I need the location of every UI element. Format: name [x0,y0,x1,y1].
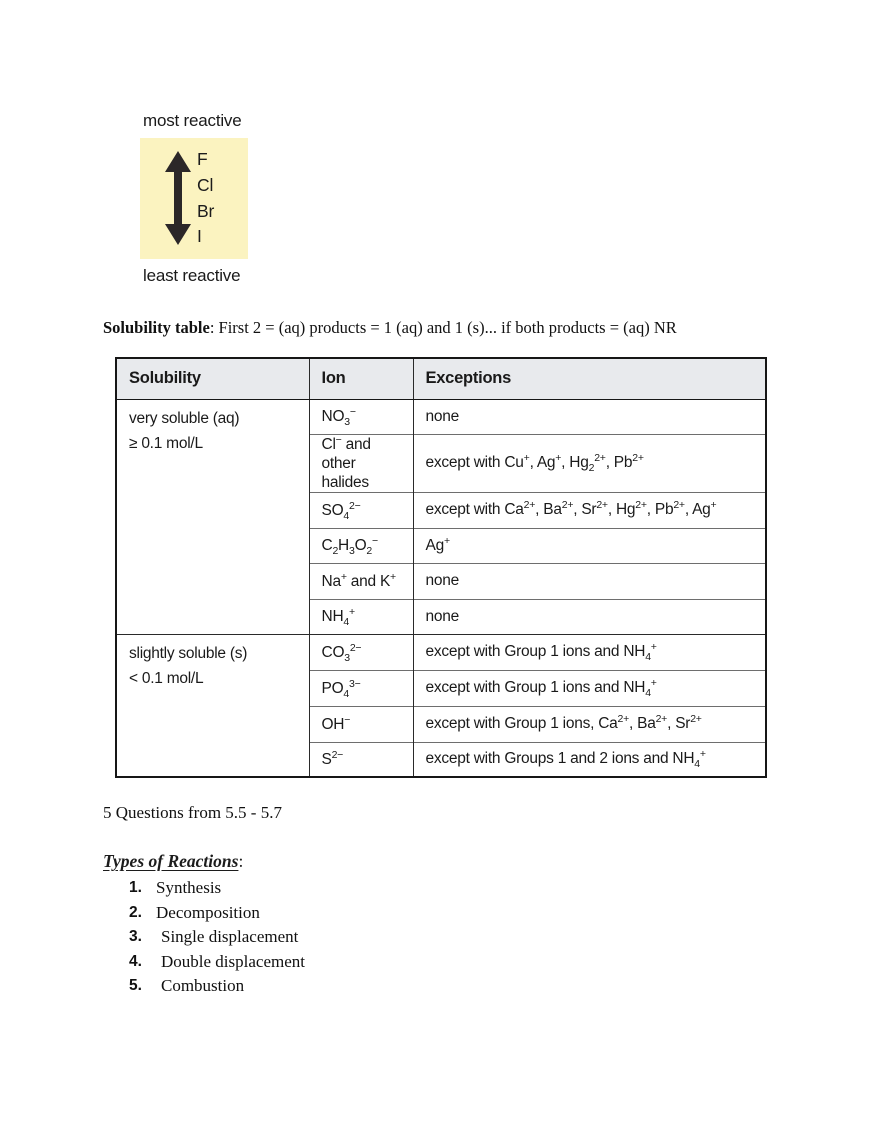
table-header-row [116,358,766,399]
ion-cell: $CO_3^{2-}$ [309,634,413,670]
col-header-ion: Ion [309,358,413,399]
list-item-number: 3. [129,928,142,946]
ion-cell: $C_2H_3O_2^-$ [309,528,413,563]
solubility-group-label: very soluble (aq) [129,409,240,427]
list-item-label: Synthesis [156,878,222,897]
ion-cell: Na+ and K+ [309,563,413,599]
halogen-list [197,147,214,250]
exception-cell: except with Group 1 ions, $Ca^{2+}$, $Ba^{2+}$, $Sr^{2+}$ [413,706,766,742]
list-item [129,974,305,999]
arrow-shape [165,151,191,245]
group-cell-slightly-soluble [116,634,309,777]
col-header-exceptions: Exceptions [413,358,766,399]
questions-note: 5 Questions from 5.5 - 5.7 [103,803,282,822]
list-item-number: 2. [129,903,142,921]
ion-cell: $S^{2-}$ [309,742,413,777]
element-symbol: F [197,149,208,169]
list-item-label: Single displacement [161,927,299,947]
exception-cell: except with $Ca^{2+}$, $Ba^{2+}$, $Sr^{2+}$, $Hg^{2+}$, $Pb^{2+}$, Ag+ [413,492,766,528]
list-item [129,950,305,975]
least-reactive-label: least reactive [143,266,241,285]
ion-cell: OH− [309,706,413,742]
element-symbol: I [197,226,202,247]
col-header-solubility: Solubility [116,358,309,399]
heading-colon: : [238,851,244,871]
list-item-label: Decomposition [156,902,260,922]
ion-cell: $SO_4^{2-}$ [309,492,413,528]
solubility-note-rest: : First 2 = (aq) products = 1 (aq) and 1 (s)... if both products = (aq) NR [209,318,677,337]
reaction-types-list [129,876,305,999]
list-item-number: 1. [129,879,142,896]
element-symbol: Br [197,200,215,221]
table-row [116,399,766,434]
exception-cell: except with Cu+, Ag+, $Hg_2^{2+}$, $Pb^{2+}$ [413,434,766,492]
exception-cell: except with Groups 1 and 2 ions and $NH_4^+$ [413,742,766,777]
halogen-reactivity-box [140,138,248,259]
list-item-label: Double displacement [161,951,305,971]
list-item-number: 4. [129,952,142,970]
ion-cell: Cl− and other halides [309,434,413,492]
group-cell-very-soluble [116,399,309,634]
list-item-number: 5. [129,977,142,995]
types-of-reactions-title: Types of Reactions [103,851,239,871]
most-reactive-label: most reactive [143,111,242,130]
solubility-group-label: slightly soluble (s) [129,644,248,662]
ion-cell: $NH_4^+$ [309,599,413,634]
list-item-label: Combustion [161,976,245,996]
exception-cell: none [413,563,766,599]
solubility-table [115,357,767,778]
exception-cell: none [413,399,766,434]
solubility-threshold: ≥ 0.1 mol/L [129,434,203,452]
types-of-reactions-heading [103,851,243,872]
solubility-threshold: < 0.1 mol/L [129,669,204,687]
list-item [129,901,305,926]
list-item [129,925,305,950]
exception-cell: except with Group 1 ions and $NH_4^+$ [413,670,766,706]
solubility-note [103,318,823,338]
solubility-note-bold: Solubility table [103,318,210,337]
list-item [129,876,305,901]
table-row [116,634,766,670]
exception-cell: except with Group 1 ions and $NH_4^+$ [413,634,766,670]
exception-cell: none [413,599,766,634]
ion-cell: $PO_4^{3-}$ [309,670,413,706]
element-symbol: Cl [197,174,214,195]
exception-cell: Ag+ [413,528,766,563]
ion-cell: $NO_3^-$ [309,399,413,434]
double-headed-vertical-arrow-icon [163,151,193,245]
